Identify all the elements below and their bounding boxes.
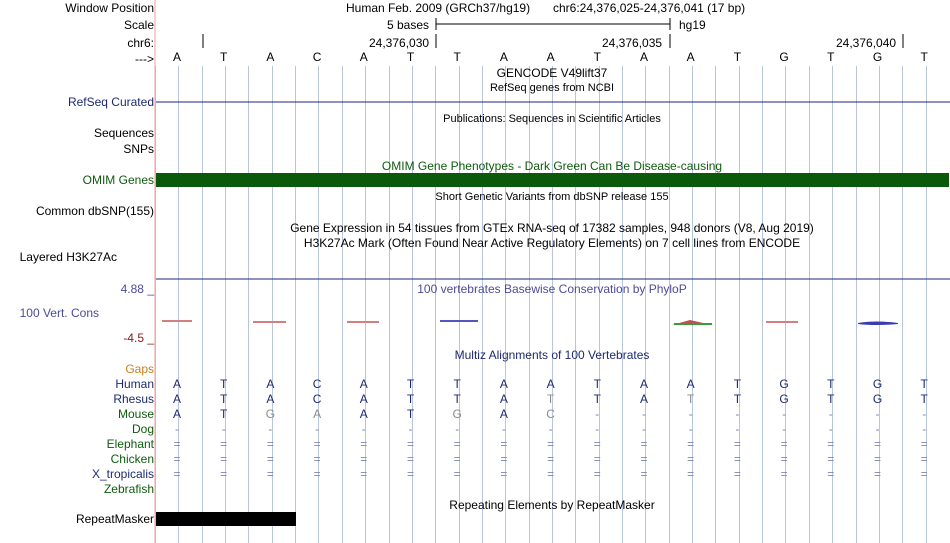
alignment-base: = — [687, 452, 695, 466]
alignment-base: G — [265, 407, 276, 421]
alignment-base: = — [266, 452, 274, 466]
alignment-base: A — [686, 377, 695, 391]
alignment-base: = — [406, 452, 414, 466]
alignment-base: = — [220, 452, 228, 466]
sequence-base: A — [172, 50, 181, 64]
alignment-base: = — [827, 467, 835, 481]
alignment-base: = — [547, 467, 555, 481]
alignment-base: T — [593, 392, 601, 406]
alignment-base: T — [453, 377, 461, 391]
alignment-base: = — [920, 467, 928, 481]
alignment-base: = — [687, 467, 695, 481]
gtex-title: Gene Expression in 54 tissues from GTEx RNA-seq of 17382 samples, 948 donors (V8, Aug 2019) — [290, 221, 814, 235]
alignment-base: - — [922, 407, 927, 421]
alignment-base: = — [733, 437, 741, 451]
alignment-base: A — [546, 377, 555, 391]
alignment-base: = — [780, 437, 788, 451]
sequence-base: T — [920, 50, 928, 64]
alignment-base: = — [873, 437, 881, 451]
alignment-base: A — [499, 392, 508, 406]
alignment-base: - — [361, 422, 366, 436]
alignment-base: A — [172, 407, 181, 421]
strand-label[interactable]: ---> — [135, 52, 154, 66]
alignment-base: T — [920, 377, 928, 391]
alignment-base: - — [875, 422, 880, 436]
alignment-base: A — [359, 377, 368, 391]
alignment-base: T — [546, 392, 555, 406]
alignment-base: A — [499, 377, 508, 391]
alignment-base: T — [593, 377, 601, 391]
sequence-base: A — [266, 50, 275, 64]
ruler-tick-label: 24,376,035 — [602, 36, 663, 50]
phylop-mark — [858, 322, 898, 326]
alignment-base: T — [920, 392, 928, 406]
alignment-base: = — [406, 467, 414, 481]
alignment-base: A — [313, 407, 322, 421]
alignment-base: T — [687, 392, 695, 406]
position-text: chr6:24,376,025-24,376,041 (17 bp) — [553, 1, 746, 15]
phylop-mark — [440, 320, 478, 322]
alignment-base: = — [220, 467, 228, 481]
alignment-base: = — [500, 452, 508, 466]
alignment-base: = — [920, 437, 928, 451]
alignment-base: G — [779, 377, 789, 391]
alignment-base: = — [547, 452, 555, 466]
phylop-max-label: 4.88 _ — [120, 282, 154, 296]
alignment-base: G — [779, 392, 789, 406]
alignment-base: = — [266, 467, 274, 481]
alignment-base: = — [547, 437, 555, 451]
alignment-base: A — [172, 377, 181, 391]
alignment-base: = — [453, 467, 461, 481]
refseq-subtitle: RefSeq genes from NCBI — [489, 82, 615, 94]
sequence-base: T — [220, 50, 228, 64]
alignment-base: = — [220, 437, 228, 451]
alignment-base: = — [780, 467, 788, 481]
alignment-base: T — [453, 392, 461, 406]
alignment-base: T — [220, 392, 228, 406]
alignment-base: = — [593, 452, 601, 466]
alignment-base: = — [640, 452, 648, 466]
alignment-base: = — [173, 452, 181, 466]
alignment-base: A — [639, 377, 648, 391]
alignment-base: - — [782, 422, 787, 436]
alignment-base: = — [640, 467, 648, 481]
alignment-base: T — [733, 392, 742, 406]
alignment-base: = — [733, 452, 741, 466]
alignment-base: T — [406, 392, 415, 406]
alignment-base: C — [312, 377, 322, 391]
window-position-label: Window Position — [65, 1, 154, 15]
species-label[interactable]: Elephant — [106, 437, 154, 451]
alignment-base: G — [452, 407, 462, 421]
species-label[interactable]: Rhesus — [113, 392, 154, 406]
alignment-base: = — [500, 437, 508, 451]
sequence-base: A — [499, 50, 508, 64]
scale-label: Scale — [123, 18, 154, 32]
assembly-text: Human Feb. 2009 (GRCh37/hg19) — [346, 1, 531, 15]
alignment-base: - — [828, 407, 833, 421]
sequence-base: T — [453, 50, 461, 64]
scale-text: 5 bases — [387, 18, 430, 32]
alignment-base: - — [735, 407, 740, 421]
alignment-base: - — [595, 407, 600, 421]
sequences-label[interactable]: Sequences — [93, 126, 154, 140]
gencode-title: GENCODE V49lift37 — [496, 66, 608, 80]
species-label[interactable]: Mouse — [117, 407, 154, 421]
alignment-base: A — [359, 407, 368, 421]
multiz-title: Multiz Alignments of 100 Vertebrates — [454, 348, 650, 362]
alignment-base: A — [359, 392, 368, 406]
alignment-base: - — [548, 422, 553, 436]
alignment-base: T — [733, 377, 742, 391]
alignment-base: A — [266, 392, 275, 406]
ruler-tick-label: 24,376,030 — [369, 36, 430, 50]
alignment-base: - — [455, 422, 460, 436]
alignment-base: - — [875, 407, 880, 421]
alignment-base: - — [642, 407, 646, 421]
alignment-base: - — [642, 422, 646, 436]
alignment-base: - — [501, 422, 506, 436]
phylop-mark — [347, 321, 379, 323]
alignment-base: - — [595, 422, 600, 436]
dbsnp-label[interactable]: Common dbSNP(155) — [35, 204, 154, 218]
repeatmasker-label[interactable]: RepeatMasker — [75, 512, 154, 526]
scale-bar — [436, 18, 670, 30]
species-label[interactable]: Human — [115, 377, 154, 391]
alignment-base: = — [453, 437, 461, 451]
alignment-base: = — [406, 437, 414, 451]
alignment-base: = — [687, 437, 695, 451]
alignment-base: - — [221, 422, 226, 436]
scale-db: hg19 — [679, 18, 706, 32]
phylop-mark — [253, 321, 286, 323]
refseq-label[interactable]: RefSeq Curated — [67, 95, 154, 109]
alignment-base: = — [780, 452, 788, 466]
omim-gene-bar[interactable] — [156, 173, 949, 187]
h3k27ac-label[interactable]: Layered H3K27Ac — [19, 250, 117, 264]
chr-label: chr6: — [127, 36, 154, 50]
phylop-mark — [162, 320, 192, 322]
alignment-base: = — [593, 467, 601, 481]
omim-title: OMIM Gene Phenotypes - Dark Green Can Be Disease-causing — [381, 159, 723, 173]
sequence-base: T — [733, 50, 742, 64]
alignment-base: = — [313, 467, 321, 481]
sequence-base: C — [312, 50, 322, 64]
alignment-base: T — [827, 392, 835, 406]
alignment-base: = — [827, 437, 835, 451]
dbsnp-title: Short Genetic Variants from dbSNP release 155 — [435, 191, 669, 203]
sequence-base: A — [639, 50, 648, 64]
sequence-base: A — [546, 50, 555, 64]
alignment-base: C — [546, 407, 555, 421]
alignment-base: T — [827, 377, 835, 391]
alignment-base: = — [313, 437, 321, 451]
alignment-base: = — [593, 437, 601, 451]
alignment-base: G — [872, 392, 883, 406]
species-label[interactable]: Dog — [131, 422, 154, 436]
ruler-tick-label: 24,376,040 — [836, 36, 897, 50]
alignment-base: = — [733, 467, 741, 481]
alignment-base: T — [406, 377, 415, 391]
alignment-base: G — [872, 377, 883, 391]
species-label[interactable]: Chicken — [110, 452, 154, 466]
phylop-title: 100 vertebrates Basewise Conservation by PhyloP — [417, 282, 687, 296]
alignment-base: = — [640, 437, 648, 451]
alignment-base: - — [922, 422, 927, 436]
gaps-label[interactable]: Gaps — [125, 362, 154, 376]
repeat-title: Repeating Elements by RepeatMasker — [449, 498, 655, 512]
alignment-base: = — [173, 437, 181, 451]
alignment-base: T — [220, 407, 228, 421]
alignment-base: - — [688, 422, 693, 436]
sequence-base: T — [827, 50, 835, 64]
phylop-mark — [674, 323, 712, 325]
alignment-base: - — [828, 422, 833, 436]
publications-title: Publications: Sequences in Scientific Articles — [443, 113, 661, 125]
phylop-mark — [766, 321, 798, 323]
phylop-min-label: -4.5 _ — [123, 331, 154, 345]
alignment-base: C — [312, 392, 322, 406]
alignment-base: - — [408, 422, 413, 436]
omim-label[interactable]: OMIM Genes — [82, 173, 154, 187]
alignment-base: = — [360, 452, 368, 466]
alignment-base: = — [920, 452, 928, 466]
species-label[interactable]: X_tropicalis — [91, 467, 154, 481]
cons-label[interactable]: 100 Vert. Cons — [19, 306, 99, 320]
alignment-base: A — [172, 392, 181, 406]
alignment-base: = — [827, 452, 835, 466]
species-label[interactable]: Zebrafish — [103, 482, 154, 496]
snps-label[interactable]: SNPs — [123, 142, 154, 156]
alignment-base: = — [453, 452, 461, 466]
alignment-base: A — [499, 407, 508, 421]
alignment-base: - — [782, 407, 787, 421]
alignment-base: - — [688, 407, 693, 421]
alignment-base: = — [873, 467, 881, 481]
sequence-base: T — [406, 50, 415, 64]
alignment-base: = — [266, 437, 274, 451]
alignment-base: - — [268, 422, 273, 436]
sequence-base: A — [359, 50, 368, 64]
alignment-base: T — [220, 377, 228, 391]
repeatmasker-bar[interactable] — [156, 512, 296, 526]
alignment-base: A — [266, 377, 275, 391]
alignment-base: - — [735, 422, 740, 436]
ruler-ticks — [203, 34, 903, 48]
sequence-base: T — [593, 50, 601, 64]
alignment-base: = — [313, 452, 321, 466]
sequence-base: G — [872, 50, 883, 64]
sequence-base: A — [686, 50, 695, 64]
alignment-base: = — [873, 452, 881, 466]
sequence-base: G — [779, 50, 789, 64]
alignment-base: - — [315, 422, 320, 436]
alignment-base: = — [360, 437, 368, 451]
alignment-base: A — [639, 392, 648, 406]
h3k27ac-title: H3K27Ac Mark (Often Found Near Active Regulatory Elements) on 7 cell lines from ENCODE — [303, 236, 801, 250]
alignment-base: = — [500, 467, 508, 481]
alignment-base: = — [173, 467, 181, 481]
alignment-base: - — [175, 422, 179, 436]
alignment-base: T — [406, 407, 415, 421]
alignment-base: = — [360, 467, 368, 481]
